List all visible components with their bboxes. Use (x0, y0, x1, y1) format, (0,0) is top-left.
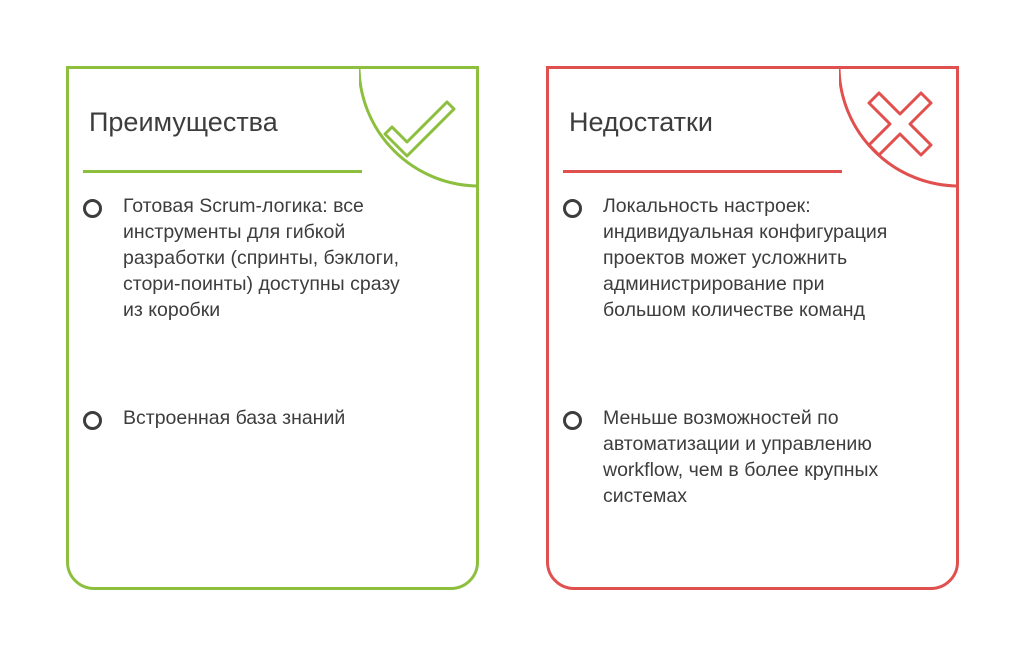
list-item-text: Меньше возможностей по автоматизации и управлению workflow, чем в более крупных системах (603, 407, 879, 507)
checkmark-icon (385, 102, 454, 156)
cons-card (546, 66, 959, 590)
bullet-circle-icon (83, 199, 102, 218)
cons-title: Недостатки (569, 107, 713, 137)
pros-title-underline (83, 170, 362, 173)
list-item-text: Локальность настроек: индивидуальная конфигурация проектов может усложнить администрирование при большом количестве команд (603, 195, 888, 321)
bullet-circle-icon (563, 199, 582, 218)
bullet-circle-icon (563, 411, 582, 430)
cross-icon (869, 93, 931, 155)
cons-title-underline (563, 170, 842, 173)
list-item-text: Готовая Scrum-логика: все инструменты для гибкой разработки (спринты, бэклоги, стори-поинты) доступны сразу из коробки (123, 195, 400, 321)
list-item-text: Встроенная база знаний (123, 407, 346, 429)
pros-title: Преимущества (89, 107, 278, 137)
pros-corner-badge (359, 66, 482, 189)
cons-corner-badge (839, 66, 962, 189)
bullet-circle-icon (83, 411, 102, 430)
pros-card (66, 66, 479, 590)
